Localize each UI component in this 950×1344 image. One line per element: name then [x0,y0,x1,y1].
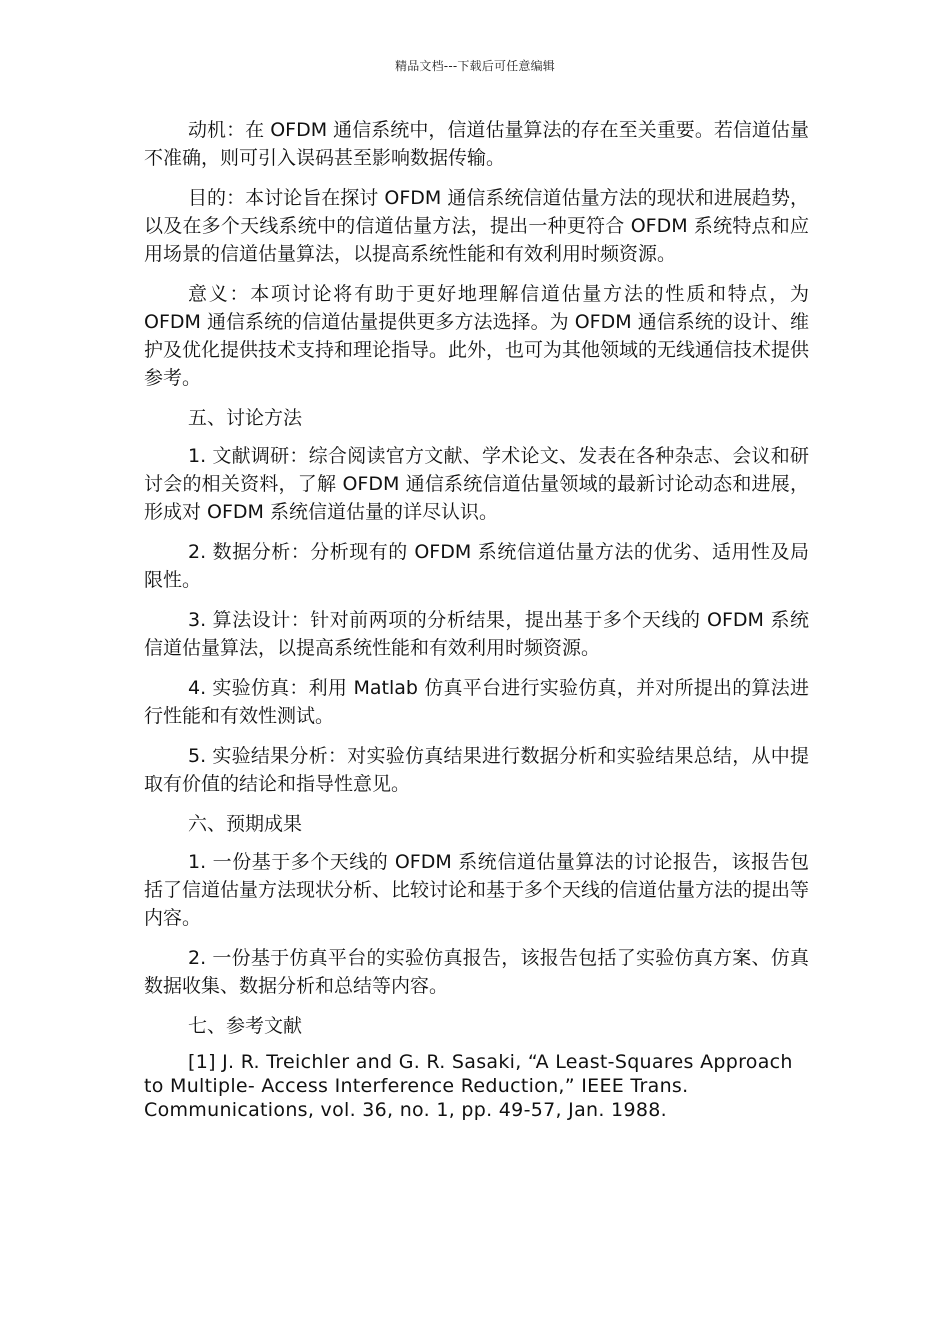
section-heading-references: 七、参考文献 [188,1015,303,1037]
reference-item: [1] J. R. Treichler and G. R. Sasaki, “A Least-Squares Approach to Multiple- Access Interference Reduction,” IEEE Trans. Communications, vol. 36, no. 1, pp. 49-57, Jan. 1988. [144,1051,793,1121]
method-item-simulation: 4. 实验仿真：利用 Matlab 仿真平台进行实验仿真，并对所提出的算法进行性能和有效性测试。 [144,677,809,727]
method-item-algorithm-design: 3. 算法设计：针对前两项的分析结果，提出基于多个天线的 OFDM 系统信道估量算法，以提高系统性能和有效利用时频资源。 [144,609,809,659]
section-heading-outcomes: 六、预期成果 [188,813,303,835]
page-header: 精品文档---下载后可任意编辑 [395,59,555,73]
method-item-result-analysis: 5. 实验结果分析：对实验仿真结果进行数据分析和实验结果总结，从中提取有价值的结论和指导性意见。 [144,745,809,795]
paragraph-significance: 意义：本项讨论将有助于更好地理解信道估量方法的性质和特点，为 OFDM 通信系统的信道估量提供更多方法选择。为 OFDM 通信系统的设计、维护及优化提供技术支持和理论指导。此外，也可为其他领域的无线通信技术提供参考。 [144,283,810,389]
method-item-data-analysis: 2. 数据分析：分析现有的 OFDM 系统信道估量方法的优劣、适用性及局限性。 [144,541,809,591]
paragraph-purpose: 目的：本讨论旨在探讨 OFDM 通信系统信道估量方法的现状和进展趋势，以及在多个天线系统中的信道估量方法，提出一种更符合 OFDM 系统特点和应用场景的信道估量算法，以提高系统性能和有效利用时频资源。 [144,187,809,265]
section-heading-methods: 五、讨论方法 [188,407,303,429]
paragraph-motivation: 动机：在 OFDM 通信系统中，信道估量算法的存在至关重要。若信道估量不准确，则可引入误码甚至影响数据传输。 [144,119,809,169]
method-item-literature: 1. 文献调研：综合阅读官方文献、学术论文、发表在各种杂志、会议和研讨会的相关资料，了解 OFDM 通信系统信道估量领域的最新讨论动态和进展，形成对 OFDM 系统信道估量的详尽认识。 [144,445,809,523]
document-body [144,116,809,1134]
outcome-item-simulation-report: 2. 一份基于仿真平台的实验仿真报告，该报告包括了实验仿真方案、仿真数据收集、数据分析和总结等内容。 [144,947,809,997]
outcome-item-report: 1. 一份基于多个天线的 OFDM 系统信道估量算法的讨论报告，该报告包括了信道估量方法现状分析、比较讨论和基于多个天线的信道估量方法的提出等内容。 [144,851,810,929]
